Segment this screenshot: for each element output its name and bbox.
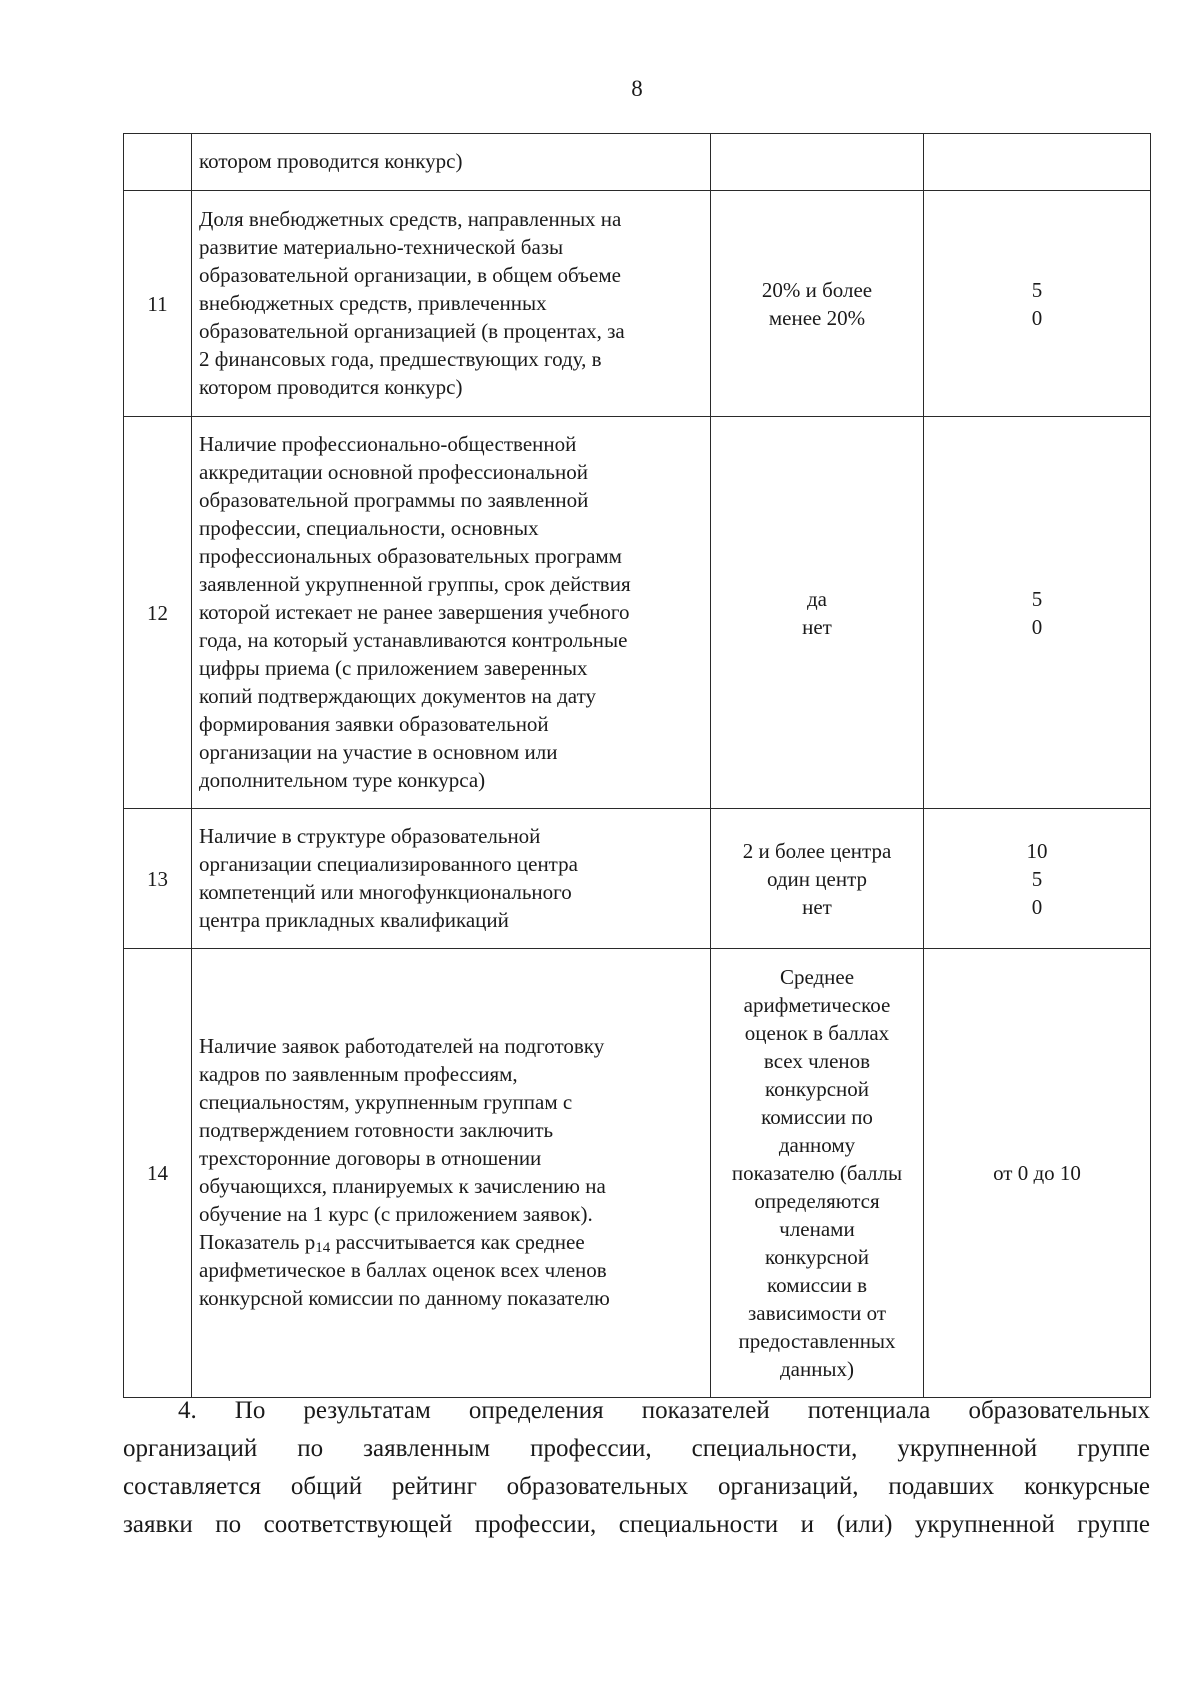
description-line: котором проводится конкурс) xyxy=(199,374,463,399)
row-number: 14 xyxy=(124,949,192,1398)
row-points xyxy=(924,417,1151,809)
points-value: от 0 до 10 xyxy=(993,1161,1081,1185)
row-description xyxy=(192,949,711,1398)
description-line: кадров по заявленным профессиям, xyxy=(199,1062,518,1086)
points-value: 10 xyxy=(1026,838,1048,863)
value-line: арифметическое xyxy=(743,993,891,1017)
value-line: конкурсной xyxy=(764,1245,870,1269)
description-line: образовательной программы по заявленной xyxy=(199,487,589,512)
row-values xyxy=(711,417,924,809)
points-value: 5 xyxy=(1031,866,1043,891)
row-number: 12 xyxy=(124,417,192,809)
indicator-prefix: Показатель p xyxy=(199,1230,316,1254)
page-number: 8 xyxy=(631,76,643,101)
row-number: 13 xyxy=(124,809,192,949)
table-row-continuation xyxy=(124,134,1151,191)
description-line: трехсторонние договоры в отношении xyxy=(199,1146,542,1170)
value-option: да xyxy=(806,586,827,611)
points-value: 5 xyxy=(1031,277,1043,302)
value-option: 20% и более xyxy=(761,277,873,302)
paragraph-line: 4. По результатам определения показателей потенциала образовательных xyxy=(178,1397,1150,1424)
points-value: 0 xyxy=(1031,614,1043,639)
description-line: заявленной укрупненной группы, срок действия xyxy=(199,571,631,596)
description-line: развитие материально-технической базы xyxy=(199,234,564,259)
indicator-suffix: рассчитывается как среднее xyxy=(330,1230,585,1254)
value-line: зависимости от xyxy=(747,1301,887,1325)
description-line: цифры приема (с приложением заверенных xyxy=(199,655,588,680)
row-values xyxy=(711,809,924,949)
row-values xyxy=(711,949,924,1398)
description-line: образовательной организацией (в процентах, за xyxy=(199,318,625,343)
description-line: конкурсной комиссии по данному показателю xyxy=(199,1286,610,1310)
value-option: менее 20% xyxy=(768,305,866,330)
value-line: определяются xyxy=(754,1189,880,1213)
table-row-14 xyxy=(124,949,1151,1398)
value-line: оценок в баллах xyxy=(744,1021,890,1045)
value-option: 2 и более центра xyxy=(742,838,892,863)
description-line: Наличие заявок работодателей на подготовку xyxy=(199,1034,605,1058)
body-paragraph xyxy=(123,1392,1150,1544)
table-row-11 xyxy=(124,191,1151,417)
points-value: 0 xyxy=(1031,305,1043,330)
value-line: данных) xyxy=(779,1357,855,1381)
row-points-cell xyxy=(924,134,1151,191)
description-line: аккредитации основной профессиональной xyxy=(199,459,588,484)
value-option: нет xyxy=(802,614,832,639)
paragraph-line: составляется общий рейтинг образовательных организаций, подавших конкурсные xyxy=(123,1473,1150,1500)
value-option: нет xyxy=(802,894,832,919)
description-line: котором проводится конкурс) xyxy=(199,149,463,173)
paragraph-line: заявки по соответствующей профессии, специальности и (или) укрупненной группе xyxy=(123,1511,1150,1538)
description-line: копий подтверждающих документов на дату xyxy=(199,683,596,708)
description-line: дополнительном туре конкурса) xyxy=(199,767,486,792)
description-line: обучающихся, планируемых к зачислению на xyxy=(199,1174,606,1198)
row-points xyxy=(924,949,1151,1398)
description-line: профессиональных образовательных программ xyxy=(199,543,622,568)
row-points xyxy=(924,191,1151,417)
row-number: 11 xyxy=(124,191,192,417)
description-line: специальностям, укрупненным группам с xyxy=(199,1090,573,1114)
description-line: 2 финансовых года, предшествующих году, в xyxy=(199,346,602,371)
row-values xyxy=(711,191,924,417)
value-line: конкурсной xyxy=(764,1077,870,1101)
value-option: один центр xyxy=(766,866,868,891)
description-line: внебюджетных средств, привлеченных xyxy=(199,290,547,315)
description-line: которой истекает не ранее завершения учебного xyxy=(199,599,630,624)
description-line: организации на участие в основном или xyxy=(199,739,558,764)
description-line: Доля внебюджетных средств, направленных на xyxy=(199,206,622,231)
value-line: предоставленных xyxy=(738,1329,896,1353)
value-line: показателю (баллы xyxy=(731,1161,903,1185)
description-line: компетенций или многофункционального xyxy=(199,879,572,904)
description-line: арифметическое в баллах оценок всех членов xyxy=(199,1258,607,1282)
indicator-line xyxy=(199,1228,704,1256)
table-row-13 xyxy=(124,809,1151,949)
row-number-cell xyxy=(124,134,192,191)
row-description xyxy=(192,191,711,417)
value-line: всех членов xyxy=(763,1049,871,1073)
table-row-12 xyxy=(124,417,1151,809)
description-line: организации специализированного центра xyxy=(199,851,578,876)
row-points xyxy=(924,809,1151,949)
value-line: комиссии по xyxy=(761,1105,873,1129)
description-line: года, на который устанавливаются контрольные xyxy=(199,627,628,652)
description-line: центра прикладных квалификаций xyxy=(199,907,509,932)
description-line: Наличие в структуре образовательной xyxy=(199,823,541,848)
description-line: профессии, специальности, основных xyxy=(199,515,539,540)
row-description-cell xyxy=(192,134,711,191)
value-line: данному xyxy=(778,1133,856,1157)
points-value: 0 xyxy=(1031,894,1043,919)
indicator-subscript: 14 xyxy=(315,1240,331,1256)
value-line: комиссии в xyxy=(766,1273,868,1297)
row-value-cell xyxy=(711,134,924,191)
row-description xyxy=(192,417,711,809)
criteria-table xyxy=(123,133,1151,1398)
paragraph-line: организаций по заявленным профессии, специальности, укрупненной группе xyxy=(123,1435,1150,1462)
value-line: членами xyxy=(779,1217,855,1241)
row-description xyxy=(192,809,711,949)
description-line: формирования заявки образовательной xyxy=(199,711,549,736)
value-line: Среднее xyxy=(779,965,855,989)
description-line: Наличие профессионально-общественной xyxy=(199,431,577,456)
description-line: образовательной организации, в общем объеме xyxy=(199,262,621,287)
description-line: обучение на 1 курс (с приложением заявок). xyxy=(199,1202,593,1226)
points-value: 5 xyxy=(1031,586,1043,611)
description-line: подтверждением готовности заключить xyxy=(199,1118,554,1142)
